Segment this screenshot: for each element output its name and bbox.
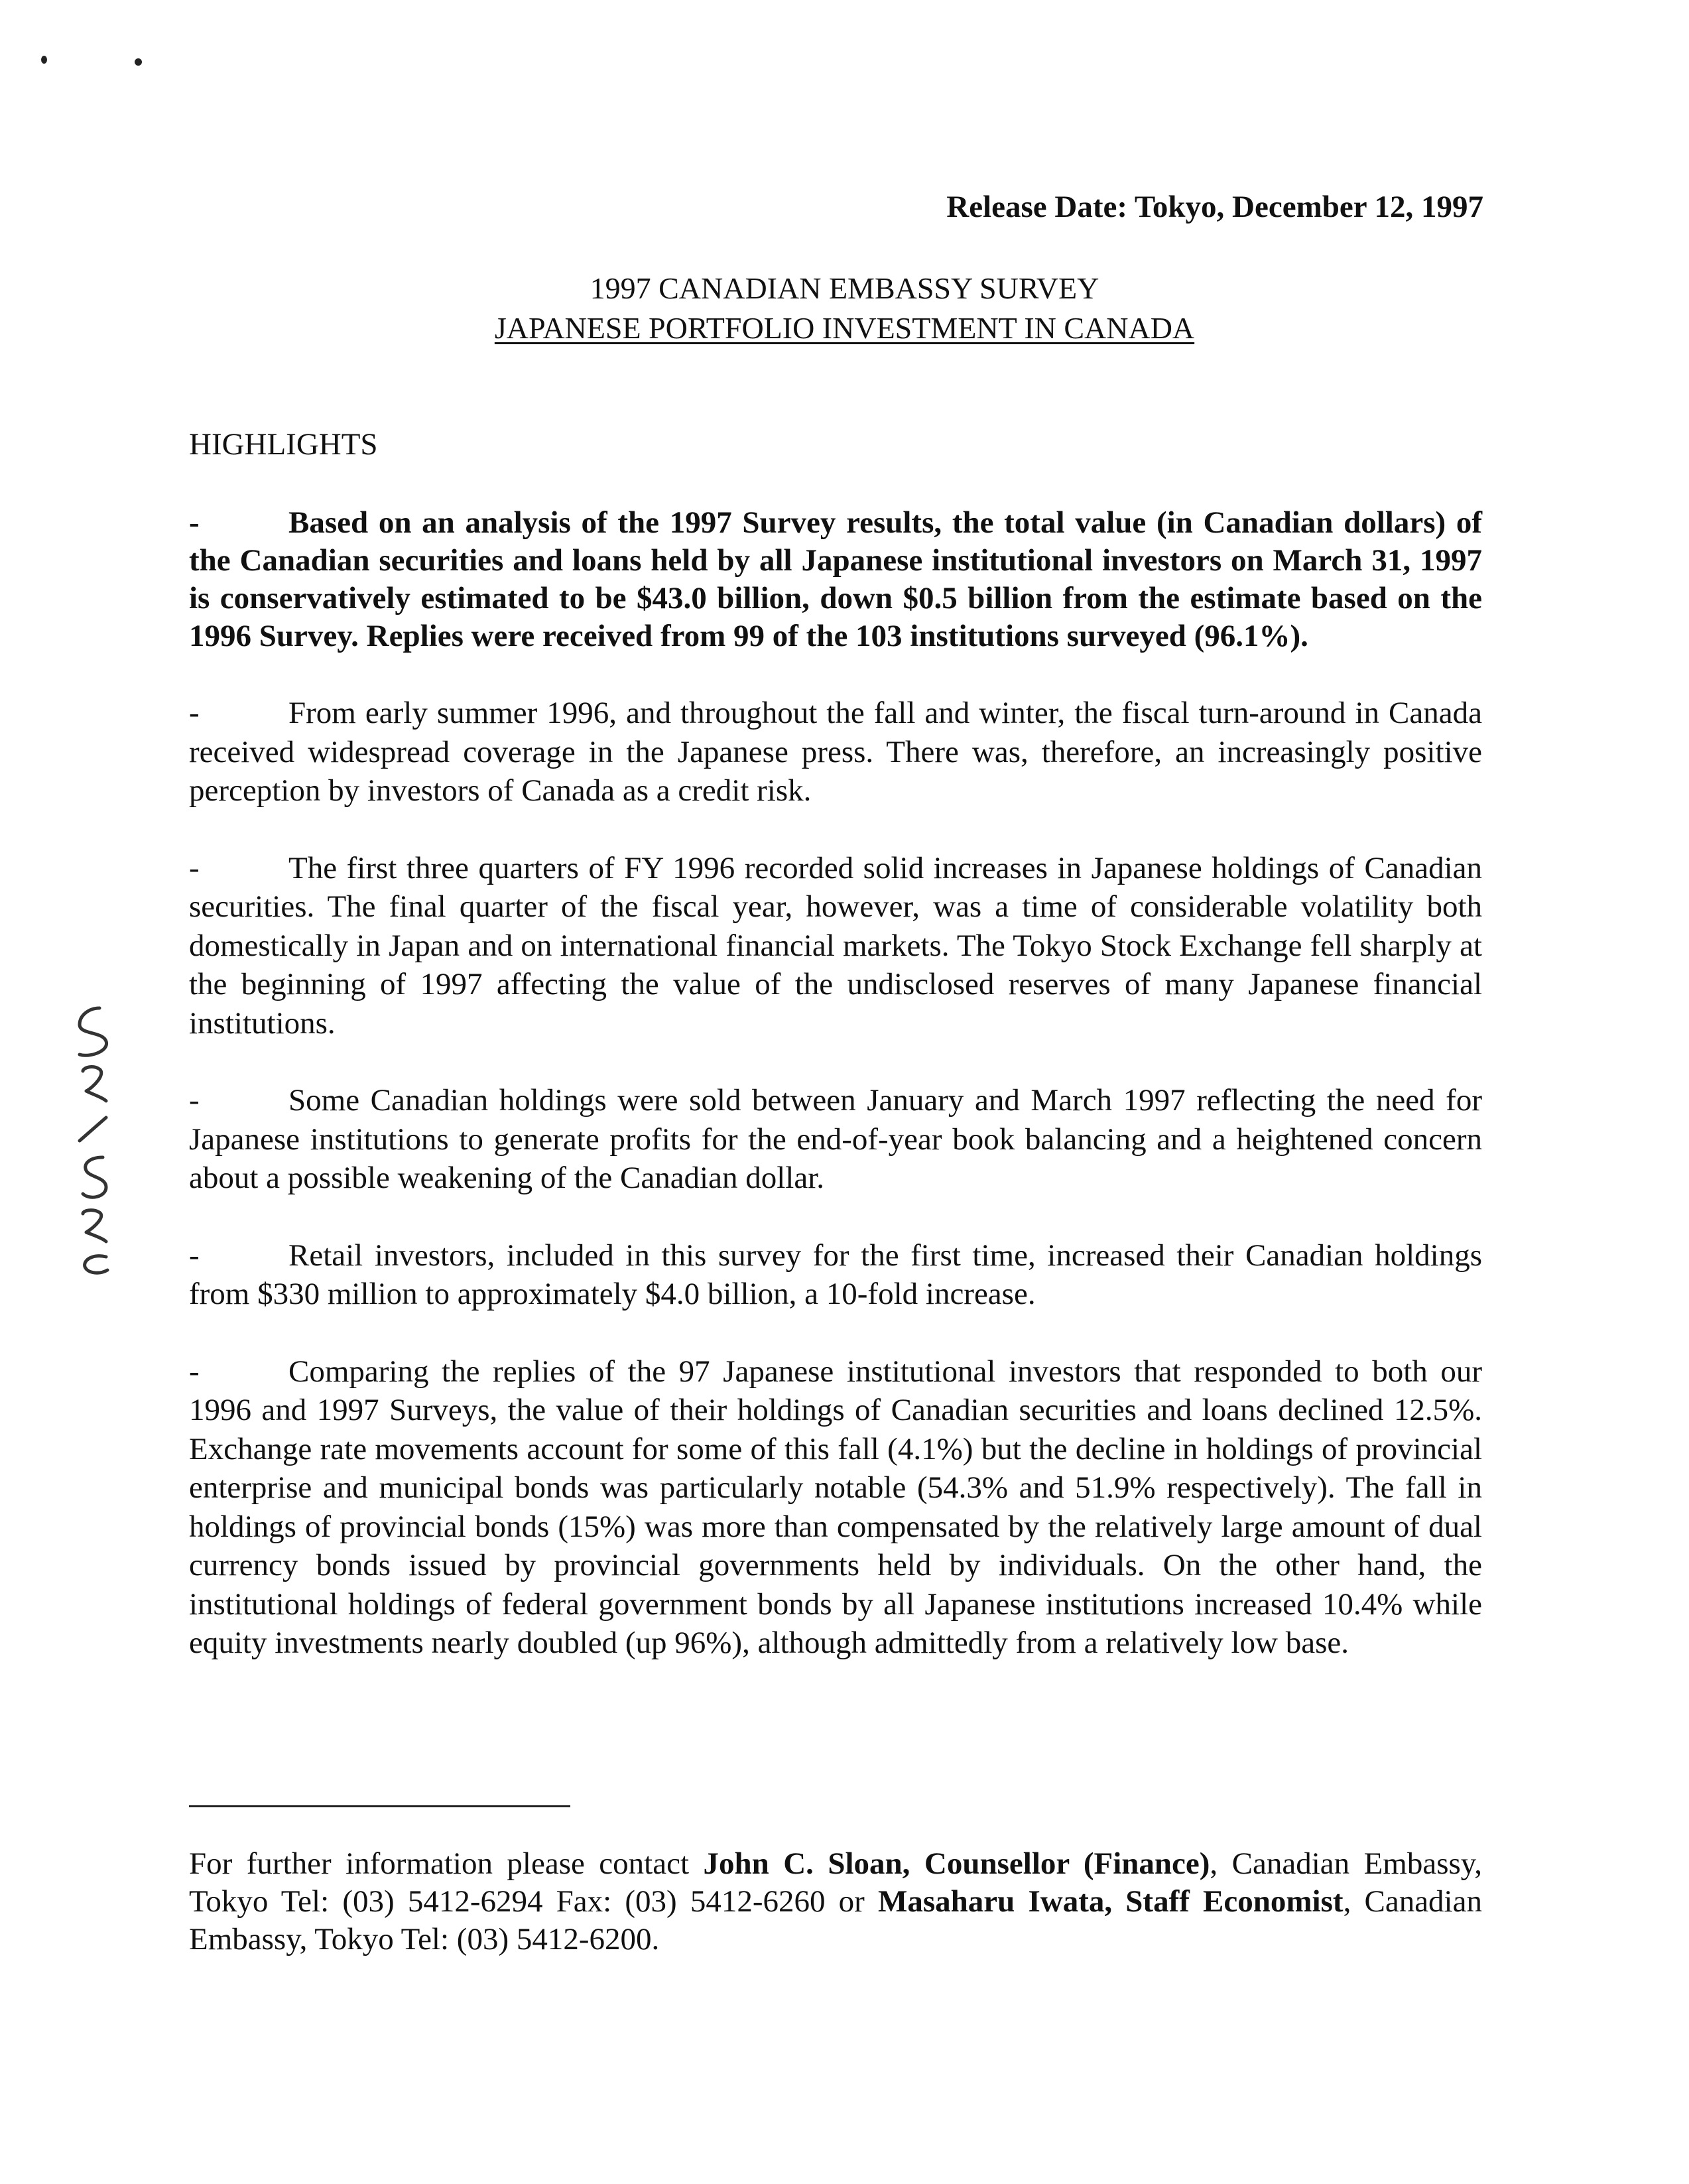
highlights-body [189, 504, 1482, 1701]
highlight-paragraph [189, 1081, 1482, 1198]
contact-name-sloan: John C. Sloan, Counsellor (Finance) [703, 1846, 1210, 1881]
paragraph-text: The first three quarters of FY 1996 recorded solid increases in Japanese holdings of Canadian securities. The final quarter of the fiscal year, however, was a time of considerable volatility both domestically in Japan and on international financial markets. The Tokyo Stock Exchange fell sharply at the beginning of 1997 affecting the value of the undisclosed reserves of many Japanese financial institutions. [189, 850, 1482, 1041]
highlight-paragraph [189, 849, 1482, 1043]
highlight-paragraph [189, 504, 1482, 655]
contact-details-1: , Canadian Embassy, Tokyo Tel: (03) 5412-6294 Fax: (03) 5412-6260 or [189, 1846, 1482, 1919]
bullet-dash: - [189, 1083, 200, 1118]
title-line-1: 1997 CANADIAN EMBASSY SURVEY [590, 271, 1099, 305]
contact-name-iwata: Masaharu Iwata, Staff Economist [878, 1884, 1344, 1919]
paragraph-text: Some Canadian holdings were sold between January and March 1997 reflecting the need for Japanese institutions to generate profits for the end-of-year book balancing and a heightened concern about a possible weakening of the Canadian dollar. [189, 1083, 1482, 1195]
handwritten-margin-note [53, 995, 133, 1280]
bullet-dash: - [189, 1354, 200, 1389]
contact-information [189, 1845, 1482, 1959]
contact-details-2: , Canadian Embassy, Tokyo Tel: (03) 5412-6200. [189, 1884, 1482, 1957]
bullet-dash: - [189, 505, 200, 540]
paragraph-text: Comparing the replies of the 97 Japanese institutional investors that responded to both our 1996 and 1997 Surveys, the value of their holdings of Canadian securities and loans declined 12.5%. Exchange rate movements account for some of this fall (4.1%) but the decline in holdings of provincial enterprise and municipal bonds was particularly notable (54.3% and 51.9% respectively). The fall in holdings of provincial bonds (15%) was more than compensated by the relatively large amount of dual currency bonds issued by provincial governments held by individuals. On the other hand, the institutional holdings of federal government bonds by all Japanese institutions increased 10.4% while equity investments nearly doubled (up 96%), although admittedly from a relatively low base. [189, 1354, 1482, 1660]
release-date: Release Date: Tokyo, December 12, 1997 [946, 190, 1483, 224]
highlight-paragraph [189, 694, 1482, 810]
scan-mark [41, 56, 47, 64]
paragraph-text: From early summer 1996, and throughout the fall and winter, the fiscal turn-around in Canada received widespread coverage in the Japanese press. There was, therefore, an increasingly positive perception by investors of Canada as a credit risk. [189, 696, 1482, 808]
paragraph-text: Retail investors, included in this survey for the first time, increased their Canadian holdings from $330 million to approximately $4.0 billion, a 10-fold increase. [189, 1238, 1482, 1311]
highlight-paragraph [189, 1236, 1482, 1314]
title-line-2: JAPANESE PORTFOLIO INVESTMENT IN CANADA [494, 311, 1195, 345]
bullet-dash: - [189, 696, 200, 730]
paragraph-text: Based on an analysis of the 1997 Survey results, the total value (in Canadian dollars) of the Canadian securities and loans held by all Japanese institutional investors on March 31, 1997 is conservatively estimated to be $43.0 billion, down $0.5 billion from the estimate based on the 1996 Survey. Replies were received from 99 of the 103 institutions surveyed (96.1%). [189, 505, 1482, 653]
contact-intro: For further information please contact [189, 1846, 704, 1881]
bullet-dash: - [189, 850, 200, 885]
highlight-paragraph [189, 1352, 1482, 1663]
section-heading: HIGHLIGHTS [189, 427, 378, 462]
bullet-dash: - [189, 1238, 200, 1273]
scan-mark [135, 58, 142, 66]
footnote-divider [189, 1805, 570, 1807]
document-title [0, 269, 1689, 348]
